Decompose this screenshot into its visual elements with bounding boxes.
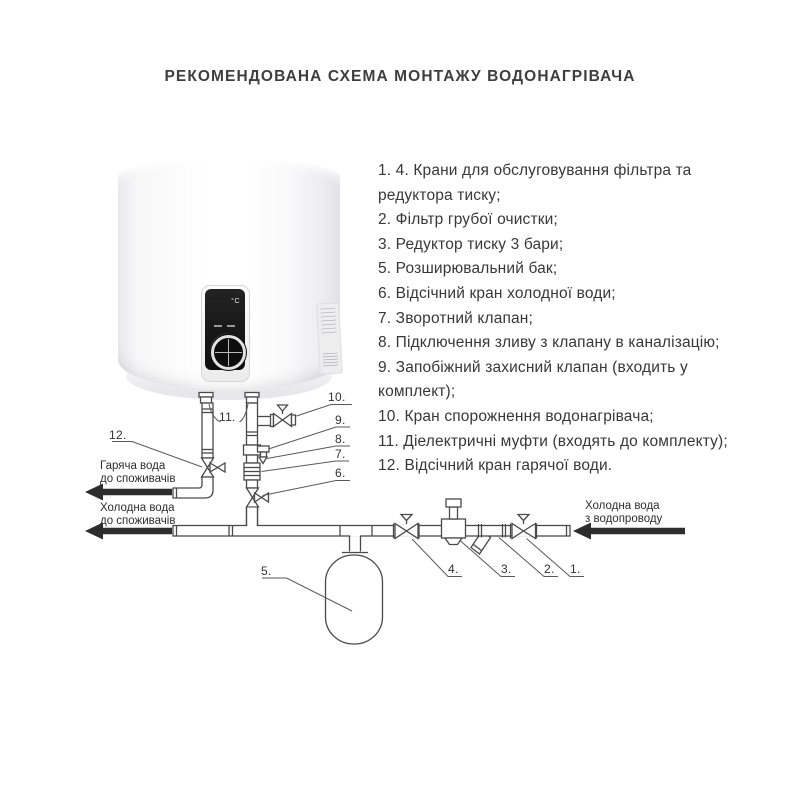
legend-line: 3. Редуктор тиску 3 бари; xyxy=(378,235,564,253)
callout-9: 9. xyxy=(335,413,346,427)
hot-out-label-line2: до споживачів xyxy=(100,472,176,485)
legend-line: 10. Кран спорожнення водонагрівача; xyxy=(378,407,654,425)
legend-line: 8. Підключення зливу з клапану в каналізацію; xyxy=(378,334,720,352)
legend-line: 6. Відсічний кран холодної води; xyxy=(378,284,616,302)
shutoff-valve-6-symbol xyxy=(247,488,269,507)
callout-11: 11. xyxy=(219,410,236,424)
page-title: РЕКОМЕНДОВАНА СХЕМА МОНТАЖУ ВОДОНАГРІВАЧА xyxy=(164,68,636,85)
callout-4: 4. xyxy=(448,562,459,576)
legend-line: 9. Запобіжний захисний клапан (входить у xyxy=(378,358,688,376)
callout-8: 8. xyxy=(335,432,346,446)
cold-in-label xyxy=(585,500,662,526)
callout-10: 10. xyxy=(328,390,346,404)
drain-valve-10-symbol xyxy=(274,405,296,427)
cold-out-label-line2: до споживачів xyxy=(100,514,176,527)
callout-2: 2. xyxy=(544,562,555,576)
hot-valve-12-symbol xyxy=(202,458,226,477)
cold-out-label xyxy=(100,502,175,528)
temperature-unit-label: °C xyxy=(231,298,240,305)
legend-line: 1. 4. Крани для обслуговування фільтра та xyxy=(378,162,692,179)
legend-line: 5. Розширювальний бак; xyxy=(378,260,558,278)
callout-5: 5. xyxy=(261,564,272,578)
hot-out-arrow xyxy=(85,484,172,501)
callout-12: 12. xyxy=(109,428,127,442)
cold-in-label-line1: Холодна вода xyxy=(585,500,660,512)
hot-out-label xyxy=(100,460,175,486)
legend-line: 12. Відсічний кран гарячої води. xyxy=(378,457,613,475)
legend-line: 2. Фільтр грубої очистки; xyxy=(378,211,558,229)
cold-out-label-line1: Холодна вода xyxy=(100,502,175,514)
callout-3: 3. xyxy=(501,562,512,576)
cold-feed-line xyxy=(244,393,296,527)
legend-line: редуктора тиску; xyxy=(378,186,501,204)
legend-line: комплект); xyxy=(378,383,456,401)
callout-1: 1. xyxy=(570,562,581,576)
callout-6: 6. xyxy=(335,466,346,480)
hot-out-label-line1: Гаряча вода xyxy=(100,460,166,472)
hot-water-line xyxy=(173,393,225,499)
service-valve-1-symbol xyxy=(511,515,537,539)
callout-7: 7. xyxy=(335,447,346,461)
pressure-reducer-symbol xyxy=(442,499,466,545)
cold-in-label-line2: з водопроводу xyxy=(585,512,663,525)
legend-line: 11. Діелектричні муфти (входять до комплекту); xyxy=(378,432,728,450)
expansion-tank xyxy=(326,530,383,644)
service-valve-4-symbol xyxy=(394,515,420,539)
check-valve-7-symbol xyxy=(244,463,260,480)
legend-line: 7. Зворотний клапан; xyxy=(378,309,533,327)
